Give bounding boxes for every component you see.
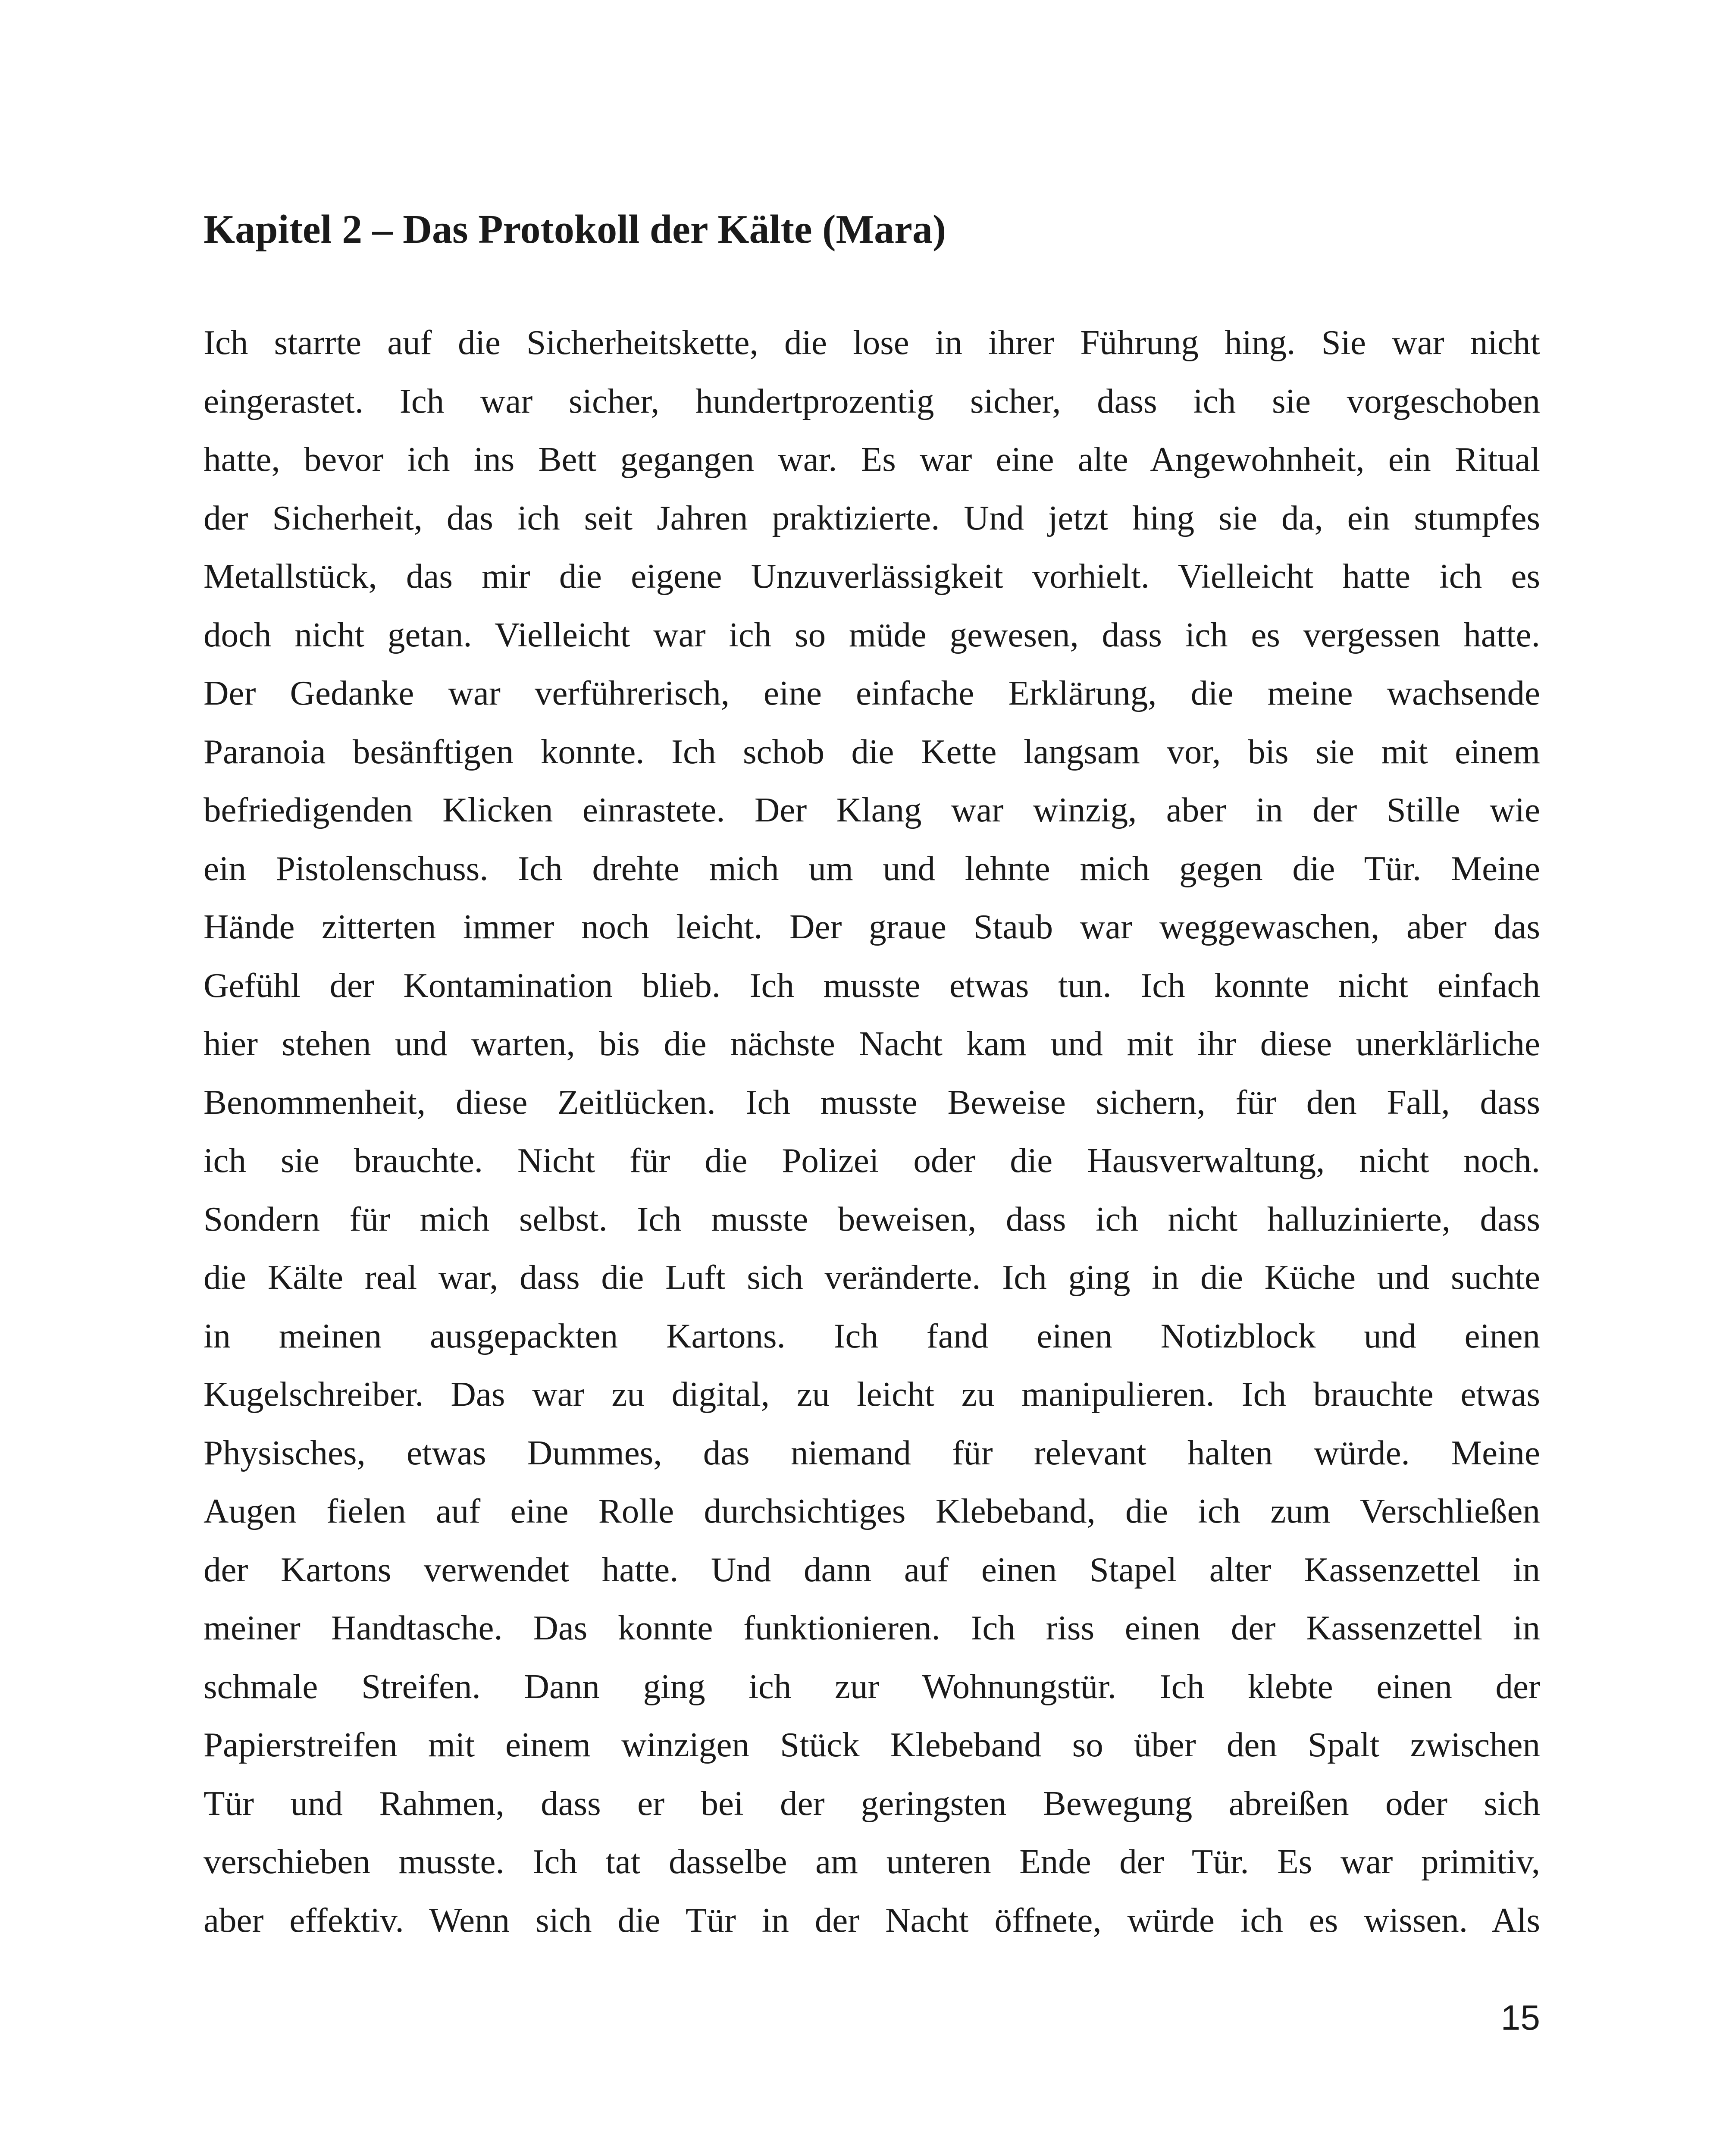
text-line: doch nicht getan. Vielleicht war ich so müde gewesen, dass ich es vergessen hatte. xyxy=(204,615,1540,654)
page-number: 15 xyxy=(1500,1998,1540,2037)
chapter-title: Kapitel 2 – Das Protokoll der Kälte (Mara) xyxy=(204,207,946,252)
text-line: Augen fielen auf eine Rolle durchsichtiges Klebeband, die ich zum Verschließen xyxy=(204,1492,1540,1530)
text-line: meiner Handtasche. Das konnte funktionieren. Ich riss einen der Kassenzettel in xyxy=(204,1608,1540,1647)
text-line: aber effektiv. Wenn sich die Tür in der Nacht öffnete, würde ich es wissen. Als xyxy=(204,1900,1540,1940)
text-line: hatte, bevor ich ins Bett gegangen war. Es war eine alte Angewohnheit, ein Ritual xyxy=(204,440,1540,479)
text-line: Papierstreifen mit einem winzigen Stück Klebeband so über den Spalt zwischen xyxy=(204,1725,1540,1764)
text-line: Benommenheit, diese Zeitlücken. Ich musste Beweise sichern, für den Fall, dass xyxy=(204,1082,1540,1122)
text-line: Der Gedanke war verführerisch, eine einfache Erklärung, die meine wachsende xyxy=(204,674,1540,712)
text-line: Sondern für mich selbst. Ich musste beweisen, dass ich nicht halluzinierte, dass xyxy=(204,1199,1540,1238)
text-line: Tür und Rahmen, dass er bei der geringsten Bewegung abreißen oder sich xyxy=(204,1783,1540,1823)
text-line: der Kartons verwendet hatte. Und dann auf einen Stapel alter Kassenzettel in xyxy=(204,1550,1540,1589)
text-line: Kugelschreiber. Das war zu digital, zu leicht zu manipulieren. Ich brauchte etwas xyxy=(204,1375,1540,1413)
text-line: eingerastet. Ich war sicher, hundertprozentig sicher, dass ich sie vorgeschoben xyxy=(204,381,1540,420)
text-line: Metallstück, das mir die eigene Unzuverlässigkeit vorhielt. Vielleicht hatte ich es xyxy=(204,557,1540,595)
text-line: Gefühl der Kontamination blieb. Ich musste etwas tun. Ich konnte nicht einfach xyxy=(204,965,1540,1005)
text-line: befriedigenden Klicken einrastete. Der Klang war winzig, aber in der Stille wie xyxy=(204,790,1540,829)
text-line: Hände zitterten immer noch leicht. Der graue Staub war weggewaschen, aber das xyxy=(204,907,1540,946)
text-line: ich sie brauchte. Nicht für die Polizei oder die Hausverwaltung, nicht noch. xyxy=(204,1141,1540,1180)
text-line: schmale Streifen. Dann ging ich zur Wohnungstür. Ich klebte einen der xyxy=(204,1667,1540,1706)
text-line: Ich starrte auf die Sicherheitskette, die lose in ihrer Führung hing. Sie war nicht xyxy=(204,323,1540,362)
text-line: verschieben musste. Ich tat dasselbe am unteren Ende der Tür. Es war primitiv, xyxy=(204,1842,1540,1881)
text-line: ein Pistolenschuss. Ich drehte mich um und lehnte mich gegen die Tür. Meine xyxy=(204,849,1540,888)
text-line: Physisches, etwas Dummes, das niemand für relevant halten würde. Meine xyxy=(204,1433,1540,1472)
text-line: der Sicherheit, das ich seit Jahren praktizierte. Und jetzt hing sie da, ein stumpfes xyxy=(204,498,1540,537)
text-line: Paranoia besänftigen konnte. Ich schob die Kette langsam vor, bis sie mit einem xyxy=(204,732,1540,771)
text-line: die Kälte real war, dass die Luft sich veränderte. Ich ging in die Küche und suchte xyxy=(204,1258,1540,1297)
text-line: in meinen ausgepackten Kartons. Ich fand einen Notizblock und einen xyxy=(204,1316,1540,1355)
text-line: hier stehen und warten, bis die nächste Nacht kam und mit ihr diese unerklärliche xyxy=(204,1024,1540,1063)
body-text xyxy=(204,313,1540,1949)
